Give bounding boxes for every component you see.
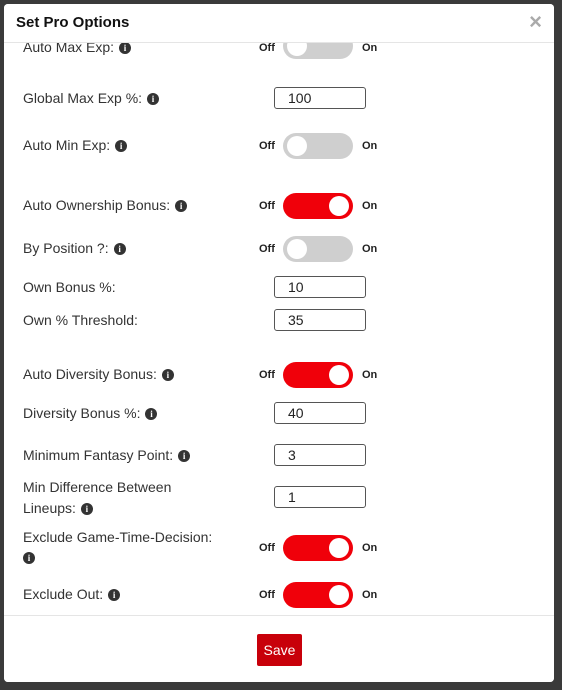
own-bonus-label: Own Bonus %: (23, 279, 116, 295)
toggle-off-label: Off (259, 200, 275, 212)
toggle-knob (329, 365, 349, 385)
min-difference-input[interactable] (274, 486, 366, 508)
toggle-off-label: Off (259, 43, 275, 54)
auto-max-exp-toggle[interactable] (283, 43, 353, 59)
toggle-knob (329, 538, 349, 558)
toggle-on-label: On (362, 542, 378, 554)
auto-min-exp-label: Auto Min Exp: (23, 137, 111, 153)
toggle-on-label: On (362, 243, 378, 255)
toggle-knob (287, 43, 307, 56)
global-max-exp-label: Global Max Exp %: (23, 90, 143, 106)
toggle-on-label: On (362, 369, 378, 381)
info-icon[interactable]: i (23, 552, 35, 564)
modal-footer (4, 615, 554, 682)
toggle-off-label: Off (259, 140, 275, 152)
toggle-on-label: On (362, 43, 378, 54)
toggle-off-label: Off (259, 369, 275, 381)
auto-ownership-bonus-label: Auto Ownership Bonus: (23, 197, 171, 213)
set-pro-options-modal (4, 4, 554, 682)
by-position-toggle[interactable] (283, 236, 353, 262)
exclude-gtd-label: Exclude Game-Time-Decision: (23, 529, 213, 545)
toggle-knob (287, 239, 307, 259)
close-icon[interactable]: × (529, 9, 542, 34)
own-bonus-input[interactable] (274, 276, 366, 298)
info-icon[interactable]: i (108, 589, 120, 601)
toggle-off-label: Off (259, 542, 275, 554)
toggle-off-label: Off (259, 243, 275, 255)
exclude-gtd-toggle[interactable] (283, 535, 353, 561)
auto-ownership-bonus-toggle[interactable] (283, 193, 353, 219)
min-fantasy-point-input[interactable] (274, 444, 366, 466)
own-threshold-label: Own % Threshold: (23, 312, 138, 328)
toggle-on-label: On (362, 200, 378, 212)
toggle-knob (329, 585, 349, 605)
info-icon[interactable]: i (147, 93, 159, 105)
info-icon[interactable]: i (178, 450, 190, 462)
info-icon[interactable]: i (119, 43, 131, 54)
exclude-out-toggle[interactable] (283, 582, 353, 608)
exclude-out-label: Exclude Out: (23, 586, 104, 602)
save-button[interactable]: Save (257, 634, 302, 666)
info-icon[interactable]: i (175, 200, 187, 212)
toggle-off-label: Off (259, 589, 275, 601)
auto-diversity-bonus-toggle[interactable] (283, 362, 353, 388)
auto-max-exp-label: Auto Max Exp: (23, 43, 115, 55)
auto-diversity-bonus-label: Auto Diversity Bonus: (23, 366, 157, 382)
info-icon[interactable]: i (114, 243, 126, 255)
modal-body (4, 43, 554, 615)
toggle-on-label: On (362, 589, 378, 601)
own-threshold-input[interactable] (274, 309, 366, 331)
modal-title: Set Pro Options (16, 14, 130, 31)
global-max-exp-input[interactable] (274, 87, 366, 109)
info-icon[interactable]: i (162, 369, 174, 381)
info-icon[interactable]: i (115, 140, 127, 152)
min-difference-label-line2: Lineups: (23, 500, 76, 516)
auto-min-exp-toggle[interactable] (283, 133, 353, 159)
info-icon[interactable]: i (81, 503, 93, 515)
info-icon[interactable]: i (145, 408, 157, 420)
diversity-bonus-label: Diversity Bonus %: (23, 405, 141, 421)
by-position-label: By Position ?: (23, 240, 109, 256)
toggle-on-label: On (362, 140, 378, 152)
min-fantasy-point-label: Minimum Fantasy Point: (23, 447, 174, 463)
min-difference-label-line1: Min Difference Between (23, 479, 172, 495)
modal-header (4, 4, 554, 43)
diversity-bonus-input[interactable] (274, 402, 366, 424)
toggle-knob (287, 136, 307, 156)
toggle-knob (329, 196, 349, 216)
